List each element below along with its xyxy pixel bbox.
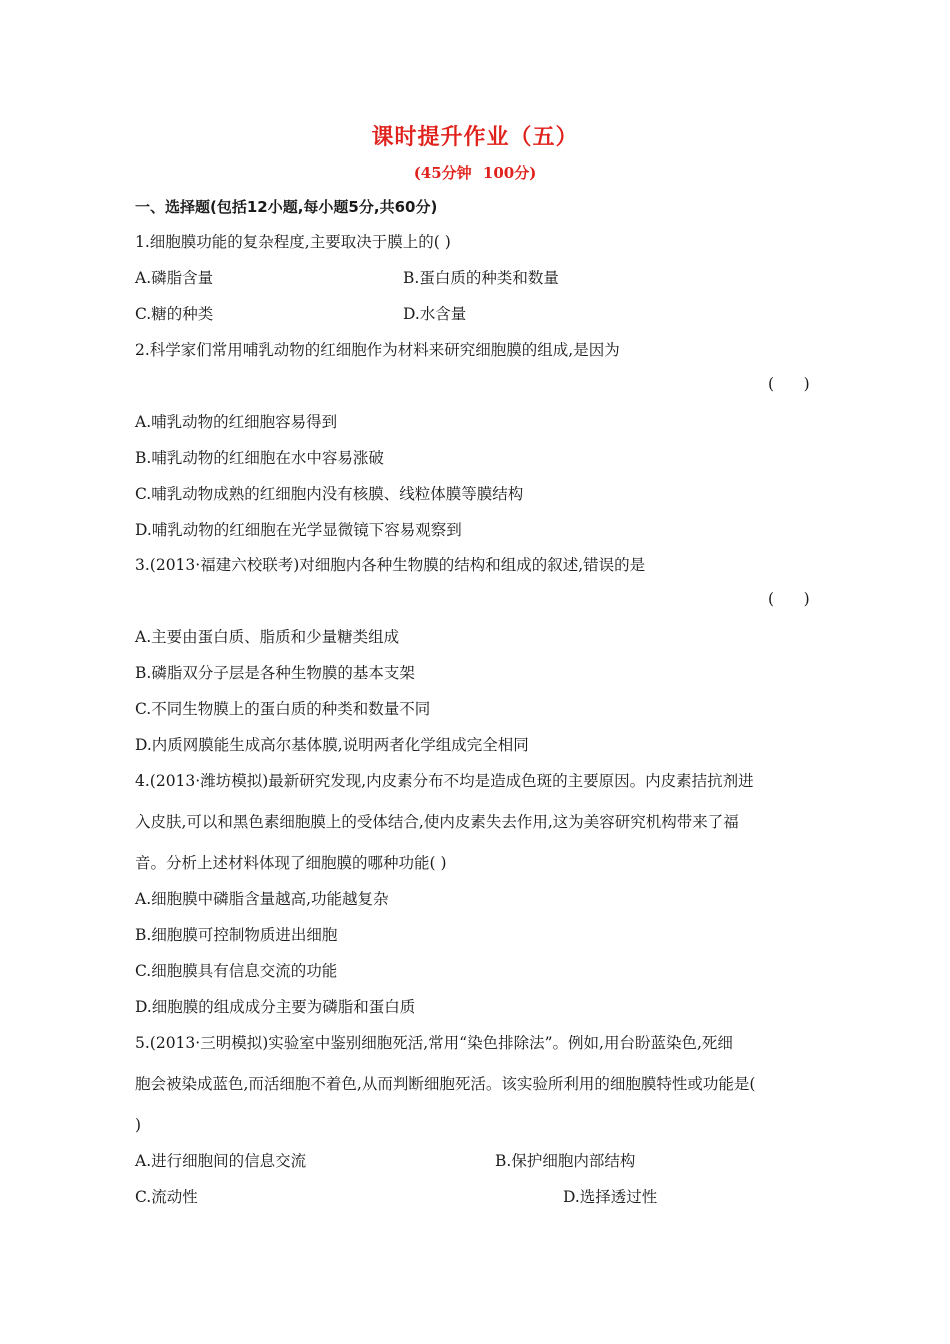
question-4-option-c: C.细胞膜具有信息交流的功能 — [135, 962, 338, 980]
question-4-stem-line-1: 4.(2013·潍坊模拟)最新研究发现,内皮素分布不均是造成色斑的主要原因。内皮素拮抗剂进 — [135, 772, 754, 790]
question-5-option-b: B.保护细胞内部结构 — [495, 1152, 636, 1170]
question-1-option-d: D.水含量 — [403, 305, 467, 323]
section-heading: 一、选择题(包括12小题,每小题5分,共60分) — [135, 198, 438, 216]
question-3-option-a: A.主要由蛋白质、脂质和少量糖类组成 — [135, 628, 400, 646]
page-subtitle: (45分钟 100分) — [413, 164, 537, 182]
question-1-option-a: A.磷脂含量 — [135, 269, 214, 287]
question-2-option-b: B.哺乳动物的红细胞在水中容易涨破 — [135, 449, 384, 467]
question-1-option-b: B.蛋白质的种类和数量 — [403, 269, 559, 287]
question-5-stem-line-1: 5.(2013·三明模拟)实验室中鉴别细胞死活,常用“染色排除法”。例如,用台盼蓝染色,死细 — [135, 1034, 733, 1052]
question-3-answer-paren: ( ) — [768, 590, 810, 608]
question-5-option-c: C.流动性 — [135, 1188, 198, 1206]
question-5-option-d: D.选择透过性 — [563, 1188, 658, 1206]
page-title: 课时提升作业（五） — [371, 125, 579, 150]
question-2-stem: 2.科学家们常用哺乳动物的红细胞作为材料来研究细胞膜的组成,是因为 — [135, 341, 620, 359]
question-2-option-d: D.哺乳动物的红细胞在光学显微镜下容易观察到 — [135, 521, 462, 539]
question-4-option-a: A.细胞膜中磷脂含量越高,功能越复杂 — [135, 890, 389, 908]
question-4-option-b: B.细胞膜可控制物质进出细胞 — [135, 926, 338, 944]
question-5-stem-line-2: 胞会被染成蓝色,而活细胞不着色,从而判断细胞死活。该实验所利用的细胞膜特性或功能是( — [135, 1075, 756, 1093]
question-1-option-c: C.糖的种类 — [135, 305, 214, 323]
question-5-stem-line-3: ) — [135, 1116, 142, 1134]
question-4-option-d: D.细胞膜的组成成分主要为磷脂和蛋白质 — [135, 998, 416, 1016]
question-1-stem: 1.细胞膜功能的复杂程度,主要取决于膜上的( ) — [135, 233, 451, 251]
question-3-option-d: D.内质网膜能生成高尔基体膜,说明两者化学组成完全相同 — [135, 736, 529, 754]
question-5-option-a: A.进行细胞间的信息交流 — [135, 1152, 307, 1170]
question-3-stem: 3.(2013·福建六校联考)对细胞内各种生物膜的结构和组成的叙述,错误的是 — [135, 556, 646, 574]
question-2-option-c: C.哺乳动物成熟的红细胞内没有核膜、线粒体膜等膜结构 — [135, 485, 524, 503]
question-2-option-a: A.哺乳动物的红细胞容易得到 — [135, 413, 338, 431]
question-3-option-b: B.磷脂双分子层是各种生物膜的基本支架 — [135, 664, 415, 682]
question-4-stem-line-3: 音。分析上述材料体现了细胞膜的哪种功能( ) — [135, 854, 447, 872]
question-2-answer-paren: ( ) — [768, 375, 810, 393]
question-3-option-c: C.不同生物膜上的蛋白质的种类和数量不同 — [135, 700, 431, 718]
question-4-stem-line-2: 入皮肤,可以和黑色素细胞膜上的受体结合,使内皮素失去作用,这为美容研究机构带来了福 — [135, 813, 739, 831]
